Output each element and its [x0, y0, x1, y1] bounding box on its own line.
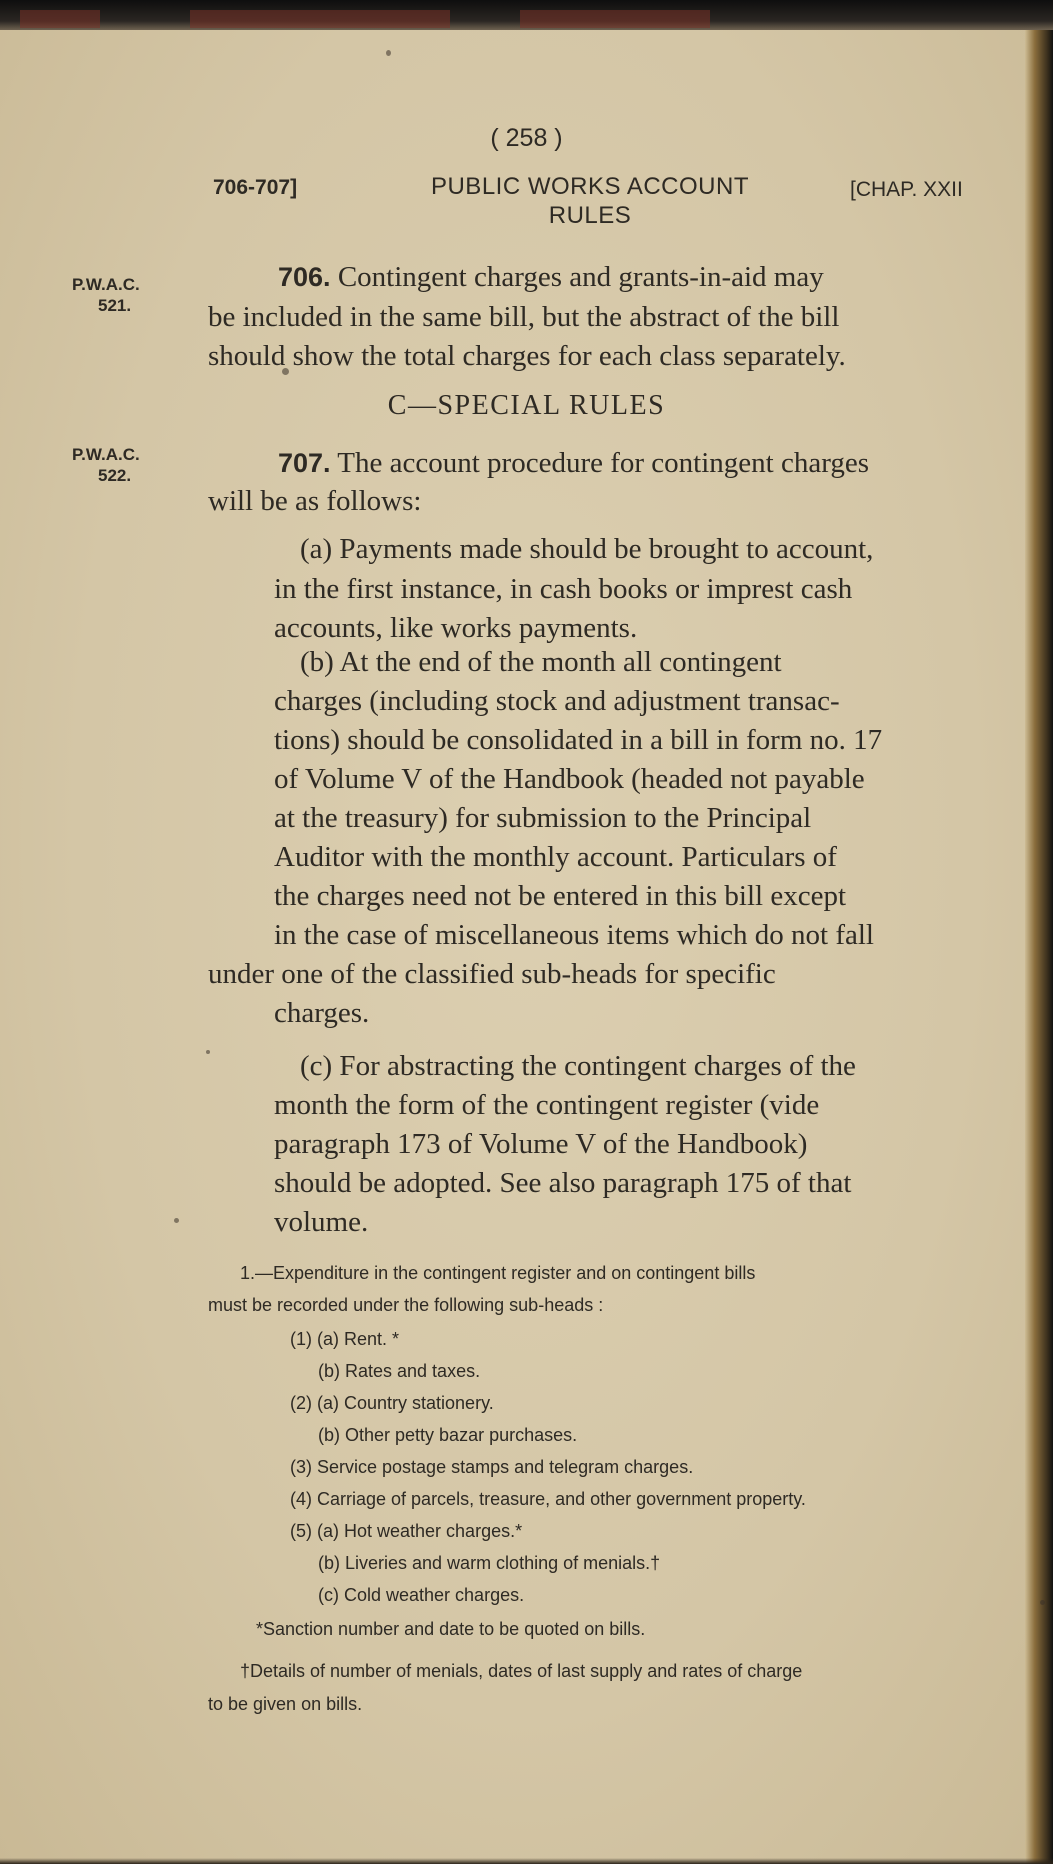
margin-ref-number: 521. — [98, 296, 132, 315]
top-binding-edge — [0, 0, 1053, 30]
paragraph-text: The account procedure for contingent charges — [337, 447, 869, 479]
item-b-line-9: under one of the classified sub-heads for specific — [208, 958, 776, 990]
subhead-item: (3) Service postage stamps and telegram charges. — [290, 1457, 694, 1477]
margin-ref-number: 522. — [98, 466, 132, 485]
ink-fleck — [174, 1218, 179, 1223]
red-stain — [20, 10, 100, 28]
paragraph-text: Contingent charges and grants-in-aid may — [337, 261, 824, 293]
item-c-line-2: month the form of the contingent register (vide — [274, 1089, 820, 1121]
ink-fleck — [386, 50, 391, 56]
subhead-item: (5) (a) Hot weather charges.* — [290, 1521, 523, 1541]
subhead-item: (4) Carriage of parcels, treasure, and other government property. — [290, 1489, 806, 1509]
subhead-item: (b) Other petty bazar purchases. — [318, 1425, 578, 1445]
para-706-line-1 — [208, 258, 998, 296]
item-c-line-3: paragraph 173 of Volume V of the Handbook) — [274, 1128, 808, 1160]
subhead-item: (2) (a) Country stationery. — [290, 1393, 494, 1413]
footnote-star: *Sanction number and date to be quoted on bills. — [256, 1619, 646, 1639]
page-bottom-edge — [0, 1858, 1053, 1864]
item-b-line-7: the charges need not be entered in this bill except — [274, 880, 847, 912]
footnote-dagger-line-1: †Details of number of menials, dates of last supply and rates of charge — [240, 1661, 803, 1681]
header-paragraph-range: 706-707] — [213, 176, 298, 199]
item-a-line-3: accounts, like works payments. — [274, 612, 638, 644]
margin-reference-522 — [72, 444, 140, 486]
item-b-line-1: (b) At the end of the month all contingent — [300, 646, 782, 678]
section-title: C—SPECIAL RULES — [387, 390, 666, 421]
subhead-item: (b) Liveries and warm clothing of menials.† — [318, 1553, 661, 1573]
header-title: PUBLIC WORKS ACCOUNT RULES — [430, 173, 750, 229]
item-c-line-4: should be adopted. See also paragraph 175 of that — [274, 1167, 852, 1199]
para-706-line-2: be included in the same bill, but the abstract of the bill — [208, 301, 840, 333]
header-chapter: [CHAP. XXII — [850, 178, 963, 201]
margin-ref-label: P.W.A.C. — [72, 275, 140, 294]
para-707-line-2: will be as follows: — [208, 485, 422, 517]
subhead-item: (1) (a) Rent. * — [290, 1329, 400, 1349]
item-b-line-3: tions) should be consolidated in a bill in form no. 17 — [274, 724, 883, 756]
subhead-item: (c) Cold weather charges. — [318, 1585, 525, 1605]
item-c-line-1: (c) For abstracting the contingent charges of the — [300, 1050, 856, 1082]
subhead-item: (b) Rates and taxes. — [318, 1361, 481, 1381]
para-707-line-1 — [208, 444, 998, 482]
item-b-line-2: charges (including stock and adjustment transac- — [274, 685, 840, 717]
footnote-dagger-line-2: to be given on bills. — [208, 1694, 363, 1714]
paragraph-number: 706. — [278, 262, 331, 292]
page-number: ( 258 ) — [490, 124, 563, 152]
paragraph-number: 707. — [278, 448, 331, 478]
red-stain — [190, 10, 450, 28]
item-b-line-10: charges. — [274, 997, 370, 1029]
ink-fleck — [206, 1050, 210, 1054]
footnote-line-2: must be recorded under the following sub-heads : — [208, 1295, 604, 1315]
item-b-line-4: of Volume V of the Handbook (headed not payable — [274, 763, 865, 795]
item-b-line-8: in the case of miscellaneous items which do not fall — [274, 919, 874, 951]
item-a-line-1: (a) Payments made should be brought to account, — [300, 533, 874, 565]
margin-ref-label: P.W.A.C. — [72, 445, 140, 464]
para-706-line-3: should show the total charges for each class separately. — [208, 340, 846, 372]
item-b-line-6: Auditor with the monthly account. Particulars of — [274, 841, 837, 873]
item-a-line-2: in the first instance, in cash books or imprest cash — [274, 573, 853, 605]
item-c-line-5: volume. — [274, 1206, 369, 1238]
item-b-line-5: at the treasury) for submission to the Principal — [274, 802, 812, 834]
margin-reference-521 — [72, 274, 140, 316]
red-stain — [520, 10, 710, 28]
footnote-line-1: 1.—Expenditure in the contingent register and on contingent bills — [240, 1263, 756, 1283]
ink-fleck — [1040, 1600, 1045, 1605]
